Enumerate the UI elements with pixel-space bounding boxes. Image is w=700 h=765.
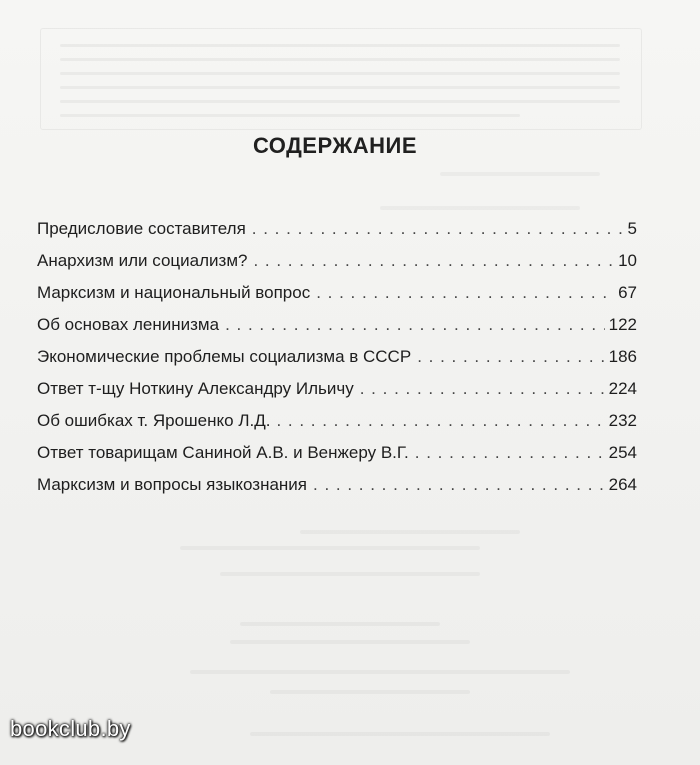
bleed-through-line: [60, 44, 620, 47]
dot-leader: [415, 442, 605, 464]
toc-entry: [37, 442, 637, 474]
toc-entry-page: 224: [608, 379, 637, 398]
bleed-through-line: [270, 690, 470, 694]
bleed-through-line: [60, 114, 520, 117]
bleed-through-line: [190, 670, 570, 674]
bleed-through-line: [220, 572, 480, 576]
site-watermark: bookclub.by: [10, 716, 131, 741]
dot-leader: [313, 474, 605, 496]
toc-entry-title: Марксизм и национальный вопрос: [37, 283, 311, 302]
toc-entry: [37, 378, 637, 410]
toc-entry: [37, 282, 637, 314]
dot-leader: [360, 378, 605, 400]
bleed-through-line: [60, 72, 620, 75]
toc-entry: [37, 250, 637, 282]
toc-entry-page: 10: [618, 251, 637, 270]
bleed-through-line: [300, 530, 520, 534]
toc-entry-title: Ответ товарищам Саниной А.В. и Венжеру В.Г.: [37, 443, 409, 462]
toc-entry-title: Об ошибках т. Ярошенко Л.Д.: [37, 411, 271, 430]
toc-entry: [37, 474, 637, 506]
contents-heading: СОДЕРЖАНИЕ: [252, 133, 418, 158]
bleed-through-line: [60, 58, 620, 61]
dot-leader: [316, 282, 614, 304]
toc-entry: [37, 346, 637, 378]
bleed-through-line: [180, 546, 480, 550]
toc-entry: [37, 314, 637, 346]
dot-leader: [417, 346, 604, 368]
bleed-through-line: [60, 86, 620, 89]
dot-leader: [252, 218, 624, 240]
bleed-through-line: [250, 732, 550, 736]
toc-entry-title: Об основах ленинизма: [37, 315, 220, 334]
toc-entry-page: 186: [608, 347, 637, 366]
toc-entry-page: 254: [608, 443, 637, 462]
bleed-through-line: [240, 622, 440, 626]
dot-leader: [225, 314, 605, 336]
table-of-contents: [37, 218, 637, 506]
toc-entry-page: 67: [618, 283, 637, 302]
bleed-through-line: [230, 640, 470, 644]
toc-entry: [37, 218, 637, 250]
bleed-through-line: [380, 206, 580, 210]
toc-entry-page: 5: [627, 219, 637, 238]
toc-entry: [37, 410, 637, 442]
toc-entry-title: Предисловие составителя: [37, 219, 246, 238]
toc-entry-title: Экономические проблемы социализма в СССР: [37, 347, 412, 366]
toc-entry-title: Анархизм или социализм?: [37, 251, 248, 270]
toc-entry-title: Марксизм и вопросы языкознания: [37, 475, 307, 494]
toc-entry-title: Ответ т-щу Ноткину Александру Ильичу: [37, 379, 354, 398]
bleed-through-line: [440, 172, 600, 176]
toc-entry-page: 122: [608, 315, 637, 334]
toc-entry-page: 232: [608, 411, 637, 430]
bleed-through-line: [60, 100, 620, 103]
dot-leader: [276, 410, 604, 432]
dot-leader: [253, 250, 614, 272]
toc-entry-page: 264: [608, 475, 637, 494]
